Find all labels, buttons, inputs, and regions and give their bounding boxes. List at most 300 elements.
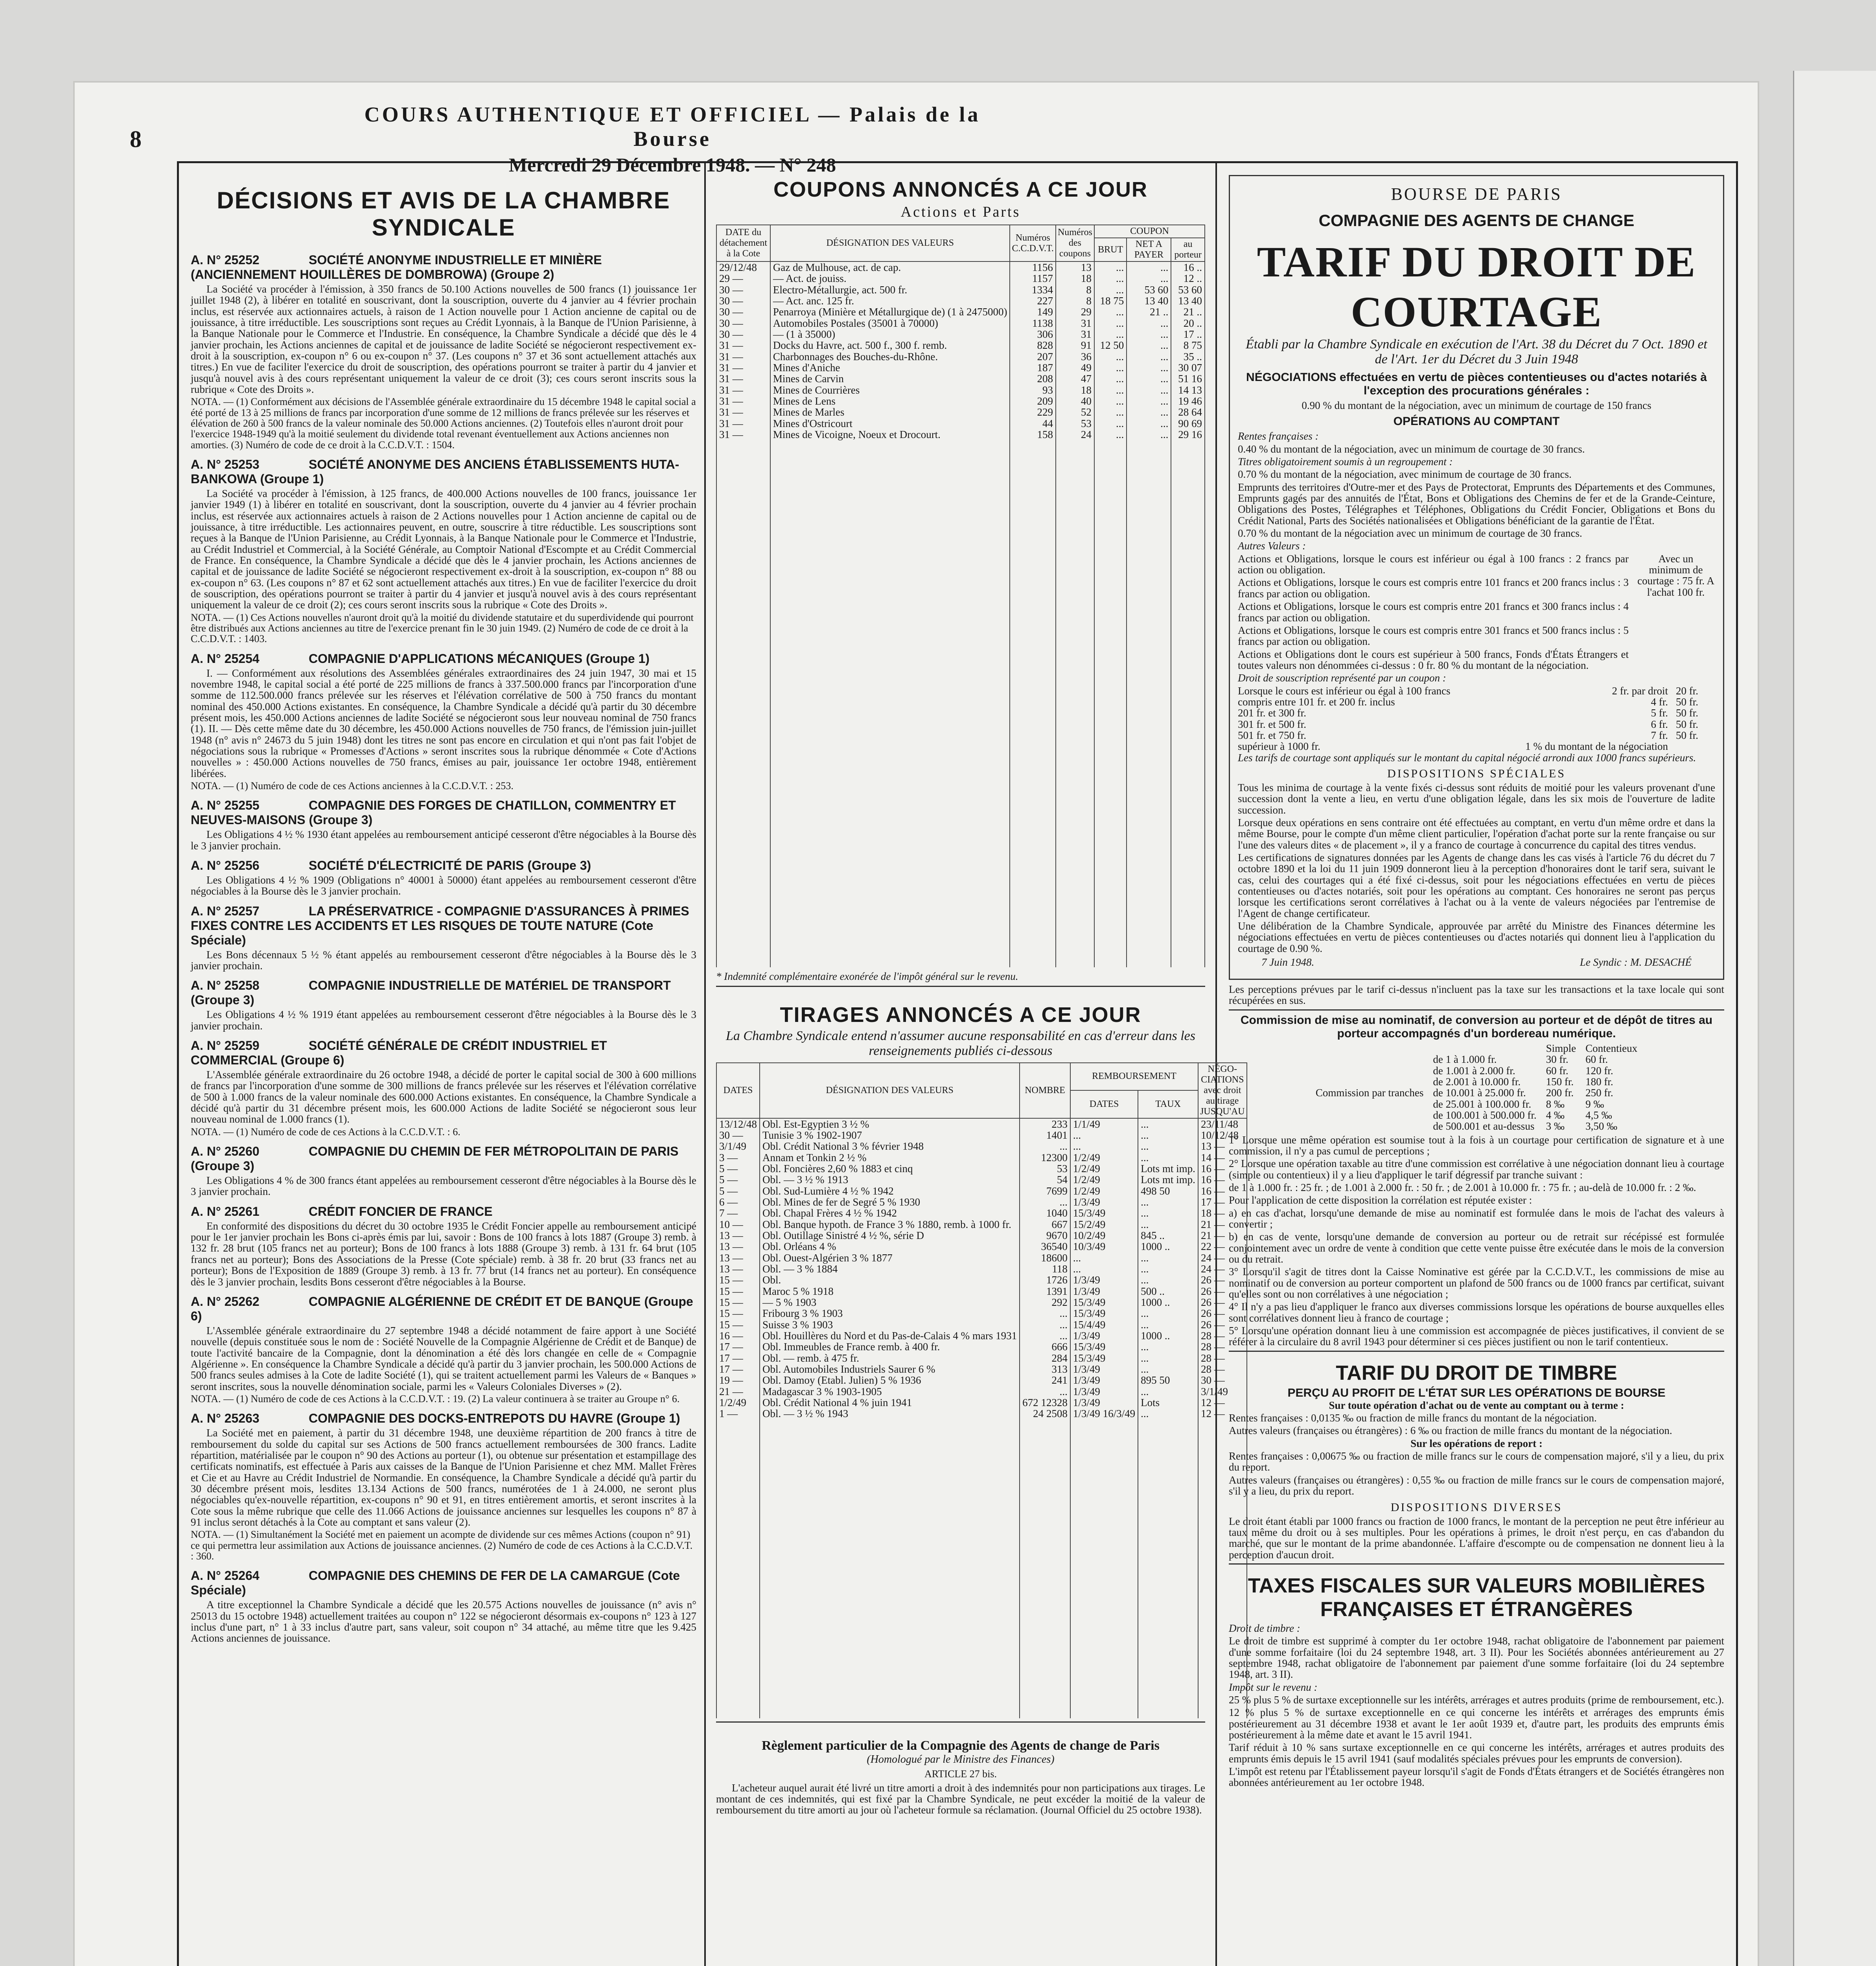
- coupon-cell-designation: — (1 à 35000): [770, 329, 1010, 340]
- tirage-cell-taux: ...: [1138, 1252, 1198, 1263]
- tirage-cell-date: 1/2/49: [716, 1397, 760, 1408]
- droit-min-value: 50 fr.: [1676, 729, 1698, 741]
- commission-simple: 200 fr.: [1546, 1087, 1574, 1099]
- notice-company: COMPAGNIE DES DOCKS-ENTREPOTS DU HAVRE (Groupe 1): [309, 1411, 680, 1426]
- coupon-cell-brut: ...: [1094, 284, 1127, 295]
- tirage-cell-taux: 845 ..: [1138, 1230, 1198, 1241]
- tirage-cell-nombre: 284: [1020, 1353, 1070, 1364]
- tirage-cell-rdate: 1/3/49: [1070, 1330, 1138, 1341]
- reglement-title: Règlement particulier de la Compagnie des Agents de change de Paris: [762, 1738, 1160, 1753]
- coupon-cell-designation: Mines d'Aniche: [770, 362, 1010, 373]
- tirage-cell-nego: 26 —: [1198, 1319, 1247, 1330]
- coupon-cell-porteur: 16 ..: [1171, 261, 1205, 273]
- coupon-cell-cpn: 8: [1056, 295, 1094, 306]
- tirage-cell-nombre: 1401: [1020, 1130, 1070, 1141]
- tirage-cell-taux: ...: [1138, 1274, 1198, 1285]
- droit-min-value: 50 fr.: [1676, 718, 1698, 730]
- coupon-cell-brut: ...: [1094, 351, 1127, 362]
- tirage-cell-date: 13 —: [716, 1263, 760, 1274]
- tirage-row: [716, 1130, 1247, 1141]
- tirage-cell-date: 13 —: [716, 1241, 760, 1252]
- tirage-cell-date: 16 —: [716, 1330, 760, 1341]
- coupon-cell-cpn: 18: [1056, 385, 1094, 396]
- tirage-cell-nego: 24 —: [1198, 1252, 1247, 1263]
- coupon-cell-nominatif: ...: [1127, 273, 1171, 284]
- coupon-row: [716, 407, 1205, 418]
- notice-company: SOCIÉTÉ GÉNÉRALE DE CRÉDIT INDUSTRIEL ET COMMERCIAL (Groupe 6): [191, 1038, 607, 1068]
- commission-range: de 500.001 et au-dessus: [1433, 1120, 1535, 1132]
- notice-number: A. N° 25258: [191, 978, 260, 993]
- notice-item: [191, 858, 696, 897]
- coupon-cell-code: 1334: [1010, 284, 1055, 295]
- blank-cell: [760, 1419, 1020, 1718]
- coupon-cell-code: 229: [1010, 407, 1055, 418]
- disposition-paragraph: Tous les minima de courtage à la vente fixés ci-dessus sont réduits de moitié pour les valeurs provenant d'une succession dont la vente a lieu, en vertu d'une obligation légale, dans les six mois de l'ouverture de ladite succession.: [1238, 781, 1715, 816]
- tirage-cell-nombre: ...: [1020, 1330, 1070, 1341]
- tirage-cell-nombre: ...: [1020, 1197, 1070, 1208]
- tirage-cell-taux: ...: [1138, 1308, 1198, 1319]
- autres-line: Actions et Obligations, lorsque le cours est compris entre 101 francs et 200 francs inclus : 3 francs par action ou obligation.: [1238, 576, 1629, 600]
- commission-title: Commission de mise au nominatif, de conversion au porteur et de dépôt de titres au porteur accompagnés d'un bordereau numérique.: [1240, 1013, 1713, 1040]
- coupon-cell-cpn: 47: [1056, 373, 1094, 384]
- coupon-cell-porteur: 13 40: [1171, 295, 1205, 306]
- tirage-cell-rdate: ...: [1070, 1252, 1138, 1263]
- impot-line: 12 % plus 5 % de surtaxe exceptionnelle en ce qui concerne les intérêts et arrérages des emprunts émis postérieurement au 31 décembre 1938 et avant le 1er août 1939 et, d'autre part, les produits des emprunts émis postérieurement à la même date et avant le 15 avril 1941.: [1229, 1706, 1724, 1741]
- notice-item: [191, 978, 696, 1031]
- tarifs-column: [1217, 163, 1736, 1966]
- coupon-cell-porteur: 90 69: [1171, 418, 1205, 429]
- coupon-cell-code: 187: [1010, 362, 1055, 373]
- tirage-cell-taux: ...: [1138, 1408, 1198, 1419]
- commission-note: 4° Il n'y a pas lieu d'appliquer le franco aux diverses commissions lorsque les opérations de bourse auxquelles elles sont corrélatives donnent lieu à franco de courtage ;: [1229, 1301, 1724, 1324]
- coupon-cell-designation: Electro-Métallurgie, act. 500 fr.: [770, 284, 1010, 295]
- coupon-cell-code: 44: [1010, 418, 1055, 429]
- tirage-cell-date: 17 —: [716, 1364, 760, 1375]
- tirage-cell-nombre: 9670: [1020, 1230, 1070, 1241]
- tirage-cell-nego: 28 —: [1198, 1341, 1247, 1352]
- coupon-cell-code: 1157: [1010, 273, 1055, 284]
- notice-item: [191, 904, 696, 972]
- tirage-cell-nego: 22 —: [1198, 1241, 1247, 1252]
- notice-company: CRÉDIT FONCIER DE FRANCE: [309, 1204, 493, 1219]
- coupon-cell-cpn: 13: [1056, 261, 1094, 273]
- tirage-cell-rdate: 10/3/49: [1070, 1241, 1138, 1252]
- coupon-row: [716, 385, 1205, 396]
- notice-header: [191, 978, 696, 1007]
- tirage-cell-rdate: 1/1/49: [1070, 1118, 1138, 1130]
- tirage-cell-date: 5 —: [716, 1163, 760, 1174]
- coupon-cell-date: 30 —: [716, 329, 770, 340]
- tirage-cell-date: 15 —: [716, 1274, 760, 1285]
- tirage-cell-date: 5 —: [716, 1185, 760, 1197]
- coupon-cell-porteur: 12 ..: [1171, 273, 1205, 284]
- notice-text: L'Assemblée générale extraordinaire du 27 septembre 1948 a décidé notamment de faire apport à une Société nouvelle (depuis constituée sous le nom de : Société Nouvelle de la Compagnie Algérienne de Crédit et de Banque) de toute l'activité bancaire de la Compagnie, dont la dénomination a été dès lors changée en celle de « Compagnie Algérienne ». En conséquence la Chambre Syndicale a décidé qu'à partir du 3 janvier prochain, les 500.000 Actions de 500 francs seules admises à la Cote de ladite Société (1), qui se traitent actuellement parmi les Valeurs de « Banques » seront inscrites, sous la nouvelle dénomination sociale, parmi les « Valeurs Coloniales Diverses » (2).: [191, 1324, 696, 1392]
- coupon-cell-porteur: 53 60: [1171, 284, 1205, 295]
- tirage-cell-date: 13 —: [716, 1230, 760, 1241]
- commission-label: [1311, 1099, 1428, 1110]
- content-frame: [177, 161, 1738, 1966]
- coupon-cell-porteur: 21 ..: [1171, 306, 1205, 317]
- tirage-cell-taux: ...: [1138, 1208, 1198, 1219]
- notice-item: [191, 457, 696, 644]
- coupon-cell-brut: ...: [1094, 396, 1127, 407]
- blank-cell: [1056, 440, 1094, 967]
- coupon-row: [716, 351, 1205, 362]
- commission-simple: 150 fr.: [1546, 1075, 1574, 1088]
- coupon-cell-code: 1138: [1010, 318, 1055, 329]
- tirage-cell-date: 15 —: [716, 1286, 760, 1297]
- tirage-cell-designation: Obl. Damoy (Etabl. Julien) 5 % 1936: [760, 1375, 1020, 1386]
- commission-label: [1311, 1110, 1428, 1121]
- blank-cell: [770, 440, 1010, 967]
- commission-label: Commission par tranches: [1315, 1087, 1424, 1099]
- coupon-cell-porteur: 20 ..: [1171, 318, 1205, 329]
- tirage-row: [716, 1174, 1247, 1185]
- col-simple: Simple: [1546, 1042, 1576, 1054]
- tirage-cell-designation: Obl. Mines de fer de Segré 5 % 1930: [760, 1197, 1020, 1208]
- coupons-title: COUPONS ANNONCÉS A CE JOUR: [773, 178, 1148, 201]
- coupon-cell-code: 208: [1010, 373, 1055, 384]
- tirage-cell-nombre: 1391: [1020, 1286, 1070, 1297]
- notice-company: COMPAGNIE ALGÉRIENNE DE CRÉDIT ET DE BANQUE (Groupe 6): [191, 1294, 693, 1323]
- notice-body: [191, 1069, 696, 1125]
- tirage-cell-nego: 14 —: [1198, 1152, 1247, 1163]
- blank-cell: [1010, 440, 1055, 967]
- tirage-row: [716, 1118, 1247, 1130]
- coupon-cell-cpn: 49: [1056, 362, 1094, 373]
- coupon-row: [716, 261, 1205, 273]
- tirage-cell-rdate: ...: [1070, 1130, 1138, 1141]
- coupon-cell-nominatif: ...: [1127, 362, 1171, 373]
- tirage-cell-nego: 12 —: [1198, 1408, 1247, 1419]
- tirage-cell-rdate: ...: [1070, 1263, 1138, 1274]
- notice-nota: NOTA. — (1) Numéro de code de ces Actions anciennes à la C.C.D.V.T. : 253.: [191, 780, 514, 792]
- tirage-cell-taux: ...: [1138, 1263, 1198, 1274]
- tirage-cell-nombre: 7699: [1020, 1185, 1070, 1197]
- droit-line: [1238, 719, 1668, 730]
- coupon-cell-date: 31 —: [716, 362, 770, 373]
- tirages-table: [716, 1062, 1247, 1718]
- coupon-cell-nominatif: ...: [1127, 351, 1171, 362]
- tirage-cell-rdate: 15/3/49: [1070, 1308, 1138, 1319]
- commission-label: [1311, 1121, 1428, 1132]
- notice-body: [191, 829, 696, 851]
- notice-text: La Société va procéder à l'émission, à 125 francs, de 400.000 Actions nouvelles de 100 francs, jouissance 1er janvier 1949 (1) à libérer en totalité en souscrivant, dont la souscription, ouverte du 4 janvier au 4 février prochain inclus, est réservée aux actionnaires actuels à raison de 2 Actions nouvelles pour 1 Action ancienne de capital ou de jouissance, à titre irréductible. Les actionnaires peuvent, en outre, souscrire à titre réductible. Les souscriptions sont reçues à la Banque de l'Union Parisienne, au Crédit Lyonnais, à la Banque Nationale pour le Commerce et l'Industrie, au Crédit Industriel et Commercial, à la Société Générale, au Comptoir National d'Escompte et au Crédit Commercial de France. En conséquence, la Chambre Syndicale a décidé que dès le 4 janvier prochain, les Actions anciennes de capital et de jouissance de ladite Société se négocieront respectivement ex-droit à la souscription, ex-coupon n° 88 ou ex-coupon n° 63. (Les coupons n° 87 et 62 sont actuellement attachés aux titres.) En vue de faciliter l'exercice du droit de souscription, des opérations pourront se traiter à partir du 4 janvier et jusqu'à nouvel avis à des cours représentant uniquement la valeur de ce droit (2); ces cours seront inscrits sous la rubrique « Cote des Droits ».: [191, 487, 696, 611]
- tirage-cell-date: 1 —: [716, 1408, 760, 1419]
- tirage-cell-taux: ...: [1138, 1152, 1198, 1163]
- tirage-cell-nombre: 241: [1020, 1375, 1070, 1386]
- tirage-cell-designation: Obl. Orléans 4 %: [760, 1241, 1020, 1252]
- coupon-cell-cpn: 29: [1056, 306, 1094, 317]
- commission-range: de 10.001 à 25.000 fr.: [1433, 1087, 1526, 1099]
- droit-range: Lorsque le cours est inférieur ou égal à 100 francs: [1238, 685, 1451, 697]
- tirage-cell-nombre: 672 12328: [1020, 1397, 1070, 1408]
- tirage-cell-designation: Obl. Crédit National 3 % février 1948: [760, 1141, 1020, 1152]
- coupon-row: [716, 273, 1205, 284]
- tirage-cell-rdate: ...: [1070, 1141, 1138, 1152]
- tirage-cell-nombre: 53: [1020, 1163, 1070, 1174]
- coupon-cell-nominatif: ...: [1127, 418, 1171, 429]
- coupon-cell-date: 30 —: [716, 284, 770, 295]
- notice-number: A. N° 25263: [191, 1411, 260, 1426]
- coupon-cell-porteur: 30 07: [1171, 362, 1205, 373]
- coupon-cell-date: 31 —: [716, 373, 770, 384]
- coupon-cell-brut: ...: [1094, 362, 1127, 373]
- tirage-cell-rdate: 15/2/49: [1070, 1219, 1138, 1230]
- coupon-cell-brut: ...: [1094, 373, 1127, 384]
- tirage-cell-rdate: 1/3/49: [1070, 1397, 1138, 1408]
- coupon-cell-designation: Gaz de Mulhouse, act. de cap.: [770, 261, 1010, 273]
- droit-min-value: 50 fr.: [1676, 696, 1698, 708]
- coupon-row: [716, 306, 1205, 317]
- coupon-cell-nominatif: 21 ..: [1127, 306, 1171, 317]
- tirage-cell-taux: ...: [1138, 1130, 1198, 1141]
- col-valeurs: DÉSIGNATION DES VALEURS: [760, 1063, 1020, 1118]
- coupon-row: [716, 429, 1205, 440]
- tirage-cell-nego: 16 —: [1198, 1174, 1247, 1185]
- tirage-cell-date: 15 —: [716, 1297, 760, 1308]
- notice-number: A. N° 25255: [191, 798, 260, 813]
- tirage-cell-date: 15 —: [716, 1308, 760, 1319]
- coupon-cell-cpn: 31: [1056, 318, 1094, 329]
- notice-header: [191, 858, 696, 873]
- coupon-cell-code: 227: [1010, 295, 1055, 306]
- notice-number: A. N° 25262: [191, 1294, 260, 1309]
- coupon-cell-nominatif: 53 60: [1127, 284, 1171, 295]
- commission-range: de 25.001 à 100.000 fr.: [1433, 1098, 1532, 1110]
- tirage-cell-nego: 10/12/48: [1198, 1130, 1247, 1141]
- commission-contentieux: 60 fr.: [1585, 1053, 1608, 1066]
- coupon-cell-nominatif: ...: [1127, 396, 1171, 407]
- notice-number: A. N° 25261: [191, 1204, 260, 1219]
- droit-range: compris entre 101 fr. et 200 fr. inclus: [1238, 696, 1395, 708]
- coupon-row: [716, 362, 1205, 373]
- tirage-cell-nombre: 667: [1020, 1219, 1070, 1230]
- notice-body: [191, 1175, 696, 1197]
- blank-cell: [716, 440, 770, 967]
- tirage-cell-designation: Obl. Chapal Frères 4 ½ % 1942: [760, 1208, 1020, 1219]
- dispositions-list: [1238, 782, 1715, 954]
- perceptions-note: Les perceptions prévues par le tarif ci-dessus n'incluent pas la taxe sur les transactions et la taxe locale qui sont récupérées en sus.: [1229, 983, 1724, 1007]
- droit-value: 4 fr.: [1651, 696, 1668, 708]
- tirage-cell-nego: 30 —: [1198, 1375, 1247, 1386]
- autres-line: Actions et Obligations, lorsque le cours est compris entre 201 francs et 300 francs inclus : 4 francs par action ou obligation.: [1238, 600, 1629, 624]
- tirage-cell-rdate: 15/4/49: [1070, 1319, 1138, 1330]
- tirage-row: [716, 1208, 1247, 1219]
- notice-nota: NOTA. — (1) Numéro de code de ces Actions à la C.C.D.V.T. : 19. (2) La valeur continuera à se traiter au Groupe n° 6.: [191, 1393, 680, 1405]
- tirage-row: [716, 1152, 1247, 1163]
- coupon-row-blank: [716, 440, 1205, 967]
- tirage-row: [716, 1241, 1247, 1252]
- col-rdates: DATES: [1070, 1090, 1138, 1118]
- coupon-cell-date: 31 —: [716, 385, 770, 396]
- coupon-cell-brut: ...: [1094, 261, 1127, 273]
- tirage-cell-nego: 28 —: [1198, 1330, 1247, 1341]
- notice-nota: NOTA. — (1) Conformément aux décisions de l'Assemblée générale extraordinaire du 15 décembre 1948 le capital social a été porté de 13 à 25 millions de francs par incorporation d'une somme de 12 millions de francs prélevée sur les réserves et élévation de 260 à 500 francs de la valeur nominale des 50.000 Actions anciennes. (2) Toutefois elles n'auront droit pour l'exercice 1948-1949 qu'à la moitié seulement du dividende total revenant éventuellement aux Actions anciennes non amorties. (3) Numéro de code de ce droit à la C.C.D.V.T. : 1504.: [191, 396, 696, 451]
- tirage-row: [716, 1364, 1247, 1375]
- col-date: DATE du détachement à la Cote: [716, 225, 770, 261]
- tirage-row: [716, 1308, 1247, 1319]
- tirage-cell-nombre: 18600: [1020, 1252, 1070, 1263]
- tirage-cell-nego: 28 —: [1198, 1364, 1247, 1375]
- notice-text: Les Bons décennaux 5 ½ % étant appelés au remboursement cesseront d'être négociables à la Bourse dès le 3 janvier prochain.: [191, 948, 696, 972]
- commission-simple: 4 ‰: [1546, 1109, 1565, 1121]
- tirage-row: [716, 1185, 1247, 1197]
- coupon-cell-designation: — Act. de jouiss.: [770, 273, 1010, 284]
- courtage-subtitle: Établi par la Chambre Syndicale en exécution de l'Art. 38 du Décret du 7 Oct. 1890 et de l'Art. 1er du Décret du 3 Juin 1948: [1246, 337, 1707, 366]
- notice-header: [191, 652, 696, 666]
- tirage-cell-nego: 21 —: [1198, 1230, 1247, 1241]
- tirage-cell-date: 13 —: [716, 1252, 760, 1263]
- compagnie-heading: COMPAGNIE DES AGENTS DE CHANGE: [1318, 211, 1635, 230]
- notice-company: SOCIÉTÉ ANONYME INDUSTRIELLE ET MINIÈRE (ANCIENNEMENT HOUILLÈRES DE DOMBROWA) (Groupe 2): [191, 253, 602, 282]
- commission-contentieux: 180 fr.: [1585, 1075, 1613, 1088]
- coupon-cell-brut: ...: [1094, 306, 1127, 317]
- notice-body: [191, 488, 696, 611]
- notice-text: La Société va procéder à l'émission, à 350 francs de 50.100 Actions nouvelles de 500 francs (1) jouissance 1er juillet 1948 (2), à libérer en totalité en souscrivant, dont la souscription, ouverte du 4 janvier au 4 février prochain inclus, est réservée aux actionnaires actuels, à raison de 1 Action nouvelle pour 1 Action ancienne de capital ou de jouissance, à titre irréductible. Les souscriptions sont reçues au Crédit Lyonnais, à la Banque de l'Union Parisienne, à la Banque Nationale pour le Commerce et l'Industrie. En conséquence, la Chambre Syndicale a décidé que dès le 4 janvier prochain, les Actions anciennes de capital et de jouissance de ladite Société se négocieront respectivement ex-droit à la souscription, ex-coupon n° 6 ou ex-coupon n° 37. (Les coupons n° 37 et 36 sont actuellement attachés aux titres.) En vue de faciliter l'exercice du droit de souscription, des opérations pourront se traiter à partir du 4 janvier et jusqu'à nouvel avis à des cours représentant uniquement la valeur de ce droit (3); ces cours seront inscrits sous la rubrique « Cote des Droits ».: [191, 283, 696, 396]
- tirage-cell-rdate: 1/3/49 16/3/49: [1070, 1408, 1138, 1419]
- coupons-body: [716, 261, 1205, 967]
- notice-text: Les Obligations 4 ½ % 1930 étant appelées au remboursement anticipé cesseront d'être négociables à la Bourse dès le 3 janvier prochain.: [191, 828, 696, 852]
- commission-note: Pour l'application de cette disposition la corrélation est réputée exister :: [1229, 1194, 1532, 1206]
- notice-number: A. N° 25254: [191, 651, 260, 666]
- tirage-cell-nombre: ...: [1020, 1141, 1070, 1152]
- tirage-cell-designation: Annam et Tonkin 2 ½ %: [760, 1152, 1020, 1163]
- coupon-cell-code: 207: [1010, 351, 1055, 362]
- timbre-subtitle: PERÇU AU PROFIT DE L'ÉTAT SUR LES OPÉRATIONS DE BOURSE: [1287, 1386, 1666, 1399]
- droit-line: [1238, 685, 1668, 696]
- tirage-cell-nego: 3/1/49: [1198, 1386, 1247, 1397]
- coupon-cell-cpn: 52: [1056, 407, 1094, 418]
- coupon-row: [716, 318, 1205, 329]
- droit-minimum: [1676, 685, 1715, 752]
- notice-text: Les Obligations 4 ½ % 1909 (Obligations n° 40001 à 50000) étant appelées au remboursement cesseront d'être négociables à la Bourse dès le 3 janvier prochain.: [191, 874, 696, 897]
- timbre-body: Sur toute opération d'achat ou de vente au comptant ou à terme : Rentes françaises : 0,0135 ‰ ou fraction de mille francs du montant de la négociation. Autres valeurs (françaises ou étrangères) : 6 ‰ ou fraction de mille francs du montant de la négociation. Sur les opérations de report : Rentes françaises : 0,00675 ‰ ou fraction de mille francs sur le cours de compensation majoré, s'il y a lieu, du prix du report. Autres valeurs (françaises ou étrangères) : 0,55 ‰ ou fraction de mille francs sur le cours de compensation majoré, s'il y a lieu, du prix du report.: [1229, 1399, 1724, 1497]
- notice-body: [191, 1427, 696, 1528]
- tirage-cell-designation: Madagascar 3 % 1903-1905: [760, 1386, 1020, 1397]
- tirage-cell-nombre: ...: [1020, 1319, 1070, 1330]
- tirage-cell-date: 19 —: [716, 1375, 760, 1386]
- coupon-cell-cpn: 53: [1056, 418, 1094, 429]
- reglement-article: ARTICLE 27 bis.: [924, 1768, 997, 1780]
- commission-contentieux: 120 fr.: [1585, 1064, 1613, 1077]
- notice-text: L'Assemblée générale extraordinaire du 26 octobre 1948, a décidé de porter le capital social de 300 à 600 millions de francs par l'incorporation d'une somme de 300 millions de francs prélevée sur les réserves et l'élévation corrélative de 500 à 1.000 francs de la valeur nominale des 600.000 Actions existantes. En conséquence, la Chambre Syndicale a décidé qu'à partir du 31 décembre présent mois, les 600.000 Actions de ladite Société se négocieront sous leur nouveau nominal de 1.000 francs (1).: [191, 1069, 696, 1125]
- dispositions-heading: DISPOSITIONS SPÉCIALES: [1387, 767, 1566, 780]
- commission-simple: 30 fr.: [1546, 1053, 1569, 1066]
- tirage-cell-date: 7 —: [716, 1208, 760, 1219]
- tirage-cell-taux: 895 50: [1138, 1375, 1198, 1386]
- tirage-cell-rdate: 1/3/49: [1070, 1197, 1138, 1208]
- blank-cell: [1127, 440, 1171, 967]
- droit-range: 301 fr. et 500 fr.: [1238, 718, 1306, 730]
- tirage-cell-taux: ...: [1138, 1386, 1198, 1397]
- commission-label: [1311, 1065, 1428, 1076]
- commission-contentieux: 3,50 ‰: [1585, 1120, 1618, 1132]
- commission-label: [1311, 1054, 1428, 1065]
- coupon-cell-nominatif: ...: [1127, 318, 1171, 329]
- tirage-cell-nombre: 666: [1020, 1341, 1070, 1352]
- notice-body: [191, 874, 696, 897]
- negociations-rate: 0.90 % du montant de la négociation, avec un minimum de courtage de 150 francs: [1302, 399, 1651, 411]
- tirage-cell-taux: Lots: [1138, 1397, 1198, 1408]
- coupon-cell-brut: 18 75: [1094, 295, 1127, 306]
- coupon-cell-cpn: 18: [1056, 273, 1094, 284]
- tirage-cell-taux: ...: [1138, 1141, 1198, 1152]
- courtage-box: [1229, 175, 1724, 980]
- droit-value: 6 fr.: [1651, 718, 1668, 730]
- tirage-cell-taux: ...: [1138, 1118, 1198, 1130]
- coupon-cell-nominatif: ...: [1127, 261, 1171, 273]
- taxes-body: Droit de timbre : Le droit de timbre est supprimé à compter du 1er octobre 1948, rachat obligatoire de l'abonnement par paiement d'une somme forfaitaire (loi du 24 septembre 1948, art. 3 II). Pour les Sociétés abonnées antérieurement au 27 septembre 1948, rachat obligatoire de l'abonnement par paiement d'une somme forfaitaire (loi du 24 septembre 1948, art. 3 II). Impôt sur le revenu : 25 % plus 5 % de surtaxe exceptionnelle sur les intérêts, arrérages et autres produits (prime de remboursement, etc.). 12 % plus 5 % de surtaxe exceptionnelle en ce qui concerne les intérêts et arrérages des emprunts émis postérieurement au 31 décembre 1938 et avant le 1er août 1939 et, d'autre part, les produits des emprunts émis postérieurement à la même date et avant le 15 avril 1941. Tarif réduit à 10 % sans surtaxe exceptionnelle en ce qui concerne les intérêts, arrérages et autres produits des emprunts émis depuis le 15 avril 1941 (sauf modalités spéciales prévues pour les emprunts de conversion). L'impôt est retenu par l'Établissement payeur lorsqu'il s'agit de Fonds d'États étrangers et de Sociétés étrangères non abonnées antérieurement au 1er octobre 1948.: [1229, 1622, 1724, 1789]
- signature: [1261, 956, 1692, 968]
- notice-header: [191, 1568, 696, 1598]
- tirage-cell-taux: Lots mt imp.: [1138, 1174, 1198, 1185]
- tirage-cell-designation: Obl. — 3 ½ % 1913: [760, 1174, 1020, 1185]
- diverses-heading: DISPOSITIONS DIVERSES: [1390, 1500, 1563, 1514]
- coupon-cell-code: 209: [1010, 396, 1055, 407]
- tirage-cell-designation: Obl. Houillères du Nord et du Pas-de-Calais 4 % mars 1931: [760, 1330, 1020, 1341]
- notice-company: LA PRÉSERVATRICE - COMPAGNIE D'ASSURANCES À PRIMES FIXES CONTRE LES ACCIDENTS ET LES RISQUES DE TOUTE NATURE (Cote Spéciale): [191, 904, 689, 947]
- notice-company: COMPAGNIE DU CHEMIN DE FER MÉTROPOLITAIN DE PARIS (Groupe 3): [191, 1144, 679, 1173]
- notice-nota: NOTA. — (1) Numéro de code de ces Actions à la C.C.D.V.T. : 6.: [191, 1126, 460, 1138]
- coupon-cell-porteur: 17 ..: [1171, 329, 1205, 340]
- tirage-cell-taux: 1000 ..: [1138, 1330, 1198, 1341]
- divider: [1229, 1009, 1724, 1011]
- tirage-cell-date: 17 —: [716, 1341, 760, 1352]
- tirage-cell-designation: Obl. Est-Egyptien 3 ½ %: [760, 1118, 1020, 1130]
- tirage-row: [716, 1297, 1247, 1308]
- col-porteur: au porteur: [1171, 238, 1205, 261]
- autres-minimum: Avec un minimum de courtage : 75 fr. A l'achat 100 fr.: [1637, 552, 1714, 598]
- col-brut: BRUT: [1094, 238, 1127, 261]
- tirage-row: [716, 1219, 1247, 1230]
- tirage-row: [716, 1341, 1247, 1352]
- tirage-row: [716, 1386, 1247, 1397]
- notice-item: [191, 1568, 696, 1644]
- tirage-cell-nombre: 12300: [1020, 1152, 1070, 1163]
- tirage-cell-designation: Obl. Banque hypoth. de France 3 % 1880, remb. à 1000 fr.: [760, 1219, 1020, 1230]
- tirage-cell-date: 17 —: [716, 1353, 760, 1364]
- masthead-title: COURS AUTHENTIQUE ET OFFICIEL — Palais de la Bourse: [364, 103, 981, 151]
- coupon-row: [716, 418, 1205, 429]
- commission-range: de 1 à 1.000 fr.: [1433, 1053, 1497, 1066]
- bourse-heading: BOURSE DE PARIS: [1391, 184, 1562, 204]
- droit-range: 201 fr. et 300 fr.: [1238, 707, 1306, 719]
- coupon-cell-cpn: 36: [1056, 351, 1094, 362]
- notice-item: [191, 1204, 696, 1287]
- tirage-cell-designation: Obl. Sud-Lumière 4 ½ % 1942: [760, 1185, 1020, 1197]
- notice-number: A. N° 25252: [191, 253, 260, 267]
- coupon-cell-date: 31 —: [716, 429, 770, 440]
- notice-header: [191, 1144, 696, 1173]
- coupon-cell-nominatif: 13 40: [1127, 295, 1171, 306]
- tirage-cell-designation: Obl.: [760, 1274, 1020, 1285]
- coupon-cell-nominatif: ...: [1127, 385, 1171, 396]
- tirage-row: [716, 1263, 1247, 1274]
- tirage-row: [716, 1330, 1247, 1341]
- coupon-cell-code: 158: [1010, 429, 1055, 440]
- tirage-cell-designation: Obl. Outillage Sinistré 4 ½ %, série D: [760, 1230, 1020, 1241]
- tirage-cell-nego: 16 —: [1198, 1185, 1247, 1197]
- tirage-cell-designation: Obl. — remb. à 475 fr.: [760, 1353, 1020, 1364]
- divider: [1229, 1563, 1724, 1565]
- commission-simple: 8 ‰: [1546, 1098, 1565, 1110]
- tirage-cell-taux: Lots mt imp.: [1138, 1163, 1198, 1174]
- notice-text: Les Obligations 4 ½ % 1919 étant appelées au remboursement cesseront d'être négociables à la Bourse dès le 3 janvier prochain.: [191, 1009, 696, 1032]
- tirage-cell-designation: Obl. Crédit National 4 % juin 1941: [760, 1397, 1020, 1408]
- notice-body: [191, 668, 696, 779]
- commission-row: [1311, 1110, 1642, 1121]
